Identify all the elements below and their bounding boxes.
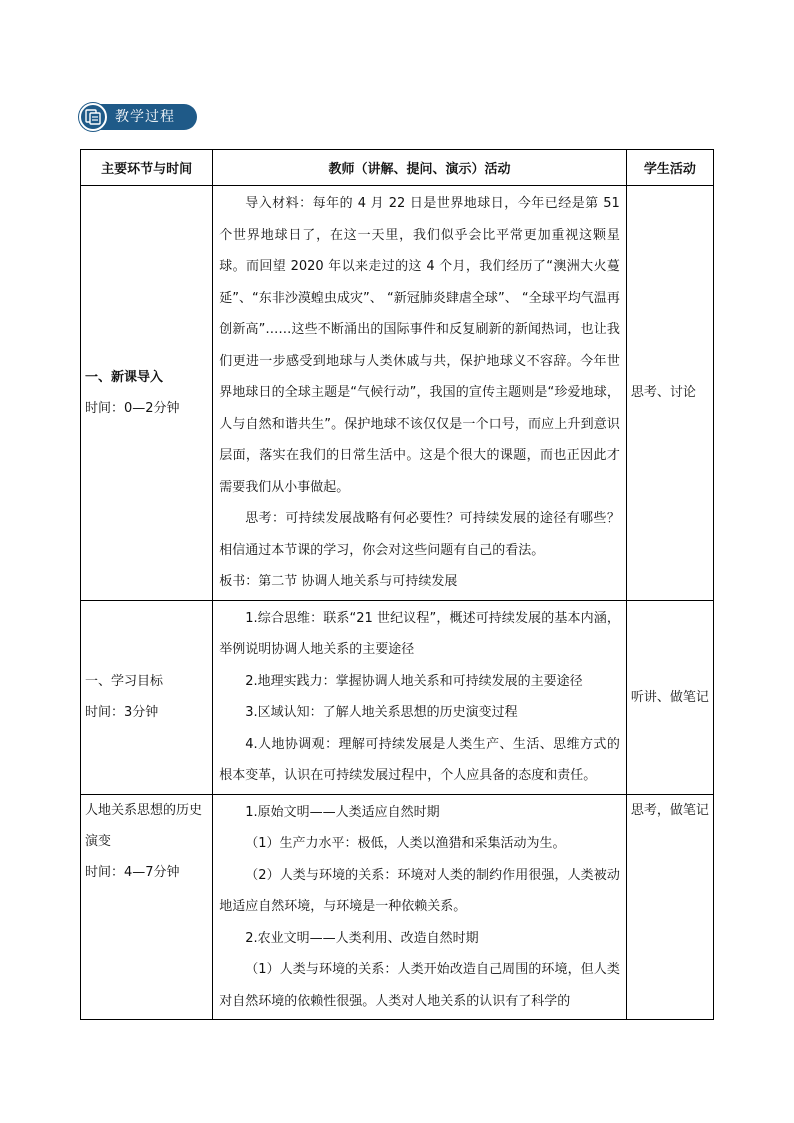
column-header-stage: 主要环节与时间 [81, 150, 213, 186]
teacher-paragraph: （2）人类与环境的关系：环境对人类的制约作用很强，人类被动地适应自然环境，与环境是一种依赖关系。 [219, 867, 620, 914]
teacher-paragraph: 导入材料：每年的 4 月 22 日是世界地球日，今年已经是第 51 个世界地球日了，在这一天里，我们似乎会比平常更加重视这颗星球。而回望 2020 年以来走过的这 4 个月，我们经历了“澳洲大火蔓延”、“东非沙漠蝗虫成灾”、 “新冠肺炎肆虐全球”、 “全球平均气温再创新高”……这些不断涌出的国际事件和反复刷新的新闻热词，也让我们更进一步感受到地球与人类休戚与共，保护地球义不容辞。今年世界地球日的全球主题是“气候行动”，我国的宣传主题则是“珍爱地球，人与自然和谐共生”。保护地球不该仅仅是一个口号，而应上升到意识层面，落实在我们的日常生活中。这是个很大的课题，而也正因此才需要我们从小事做起。 [219, 196, 620, 495]
stage-name: 人地关系思想的历史演变 [85, 802, 203, 849]
column-header-teacher: 教师（讲解、提问、演示）活动 [213, 150, 627, 186]
stage-cell [81, 600, 213, 794]
student-activity-cell: 听讲、做笔记 [626, 600, 713, 794]
table-header-row [81, 150, 714, 186]
teacher-paragraph: 1.原始文明——人类适应自然时期 [245, 804, 440, 820]
teacher-paragraph: 2.地理实践力：掌握协调人地关系和可持续发展的主要途径 [245, 673, 583, 689]
teacher-paragraph: 板书：第二节 协调人地关系与可持续发展 [219, 574, 458, 589]
table-row [81, 600, 714, 794]
stage-cell [81, 794, 213, 1020]
teacher-paragraph: （1）生产力水平：极低，人类以渔猎和采集活动为生。 [245, 836, 566, 851]
teacher-activity-cell [213, 794, 627, 1020]
teacher-paragraph: 2.农业文明——人类利用、改造自然时期 [245, 930, 479, 946]
teacher-activity-cell [213, 600, 627, 794]
stage-time: 时间：4—7分钟 [85, 864, 180, 880]
table-row [81, 794, 714, 1020]
table-row [81, 186, 714, 601]
stage-name: 一、新课导入 [85, 369, 164, 385]
section-header [79, 103, 197, 131]
document-stack-icon [85, 109, 101, 125]
teacher-paragraph: （1）人类与环境的关系：人类开始改造自己周围的环境，但人类对自然环境的依赖性很强。人类对人地关系的认识有了科学的 [219, 962, 620, 1009]
teaching-process-table [80, 149, 714, 1020]
teacher-activity-cell [213, 186, 627, 601]
teacher-paragraph: 1.综合思维：联系“21 世纪议程”，概述可持续发展的基本内涵，举例说明协调人地关系的主要途径 [219, 610, 620, 657]
teacher-paragraph: 3.区域认知：了解人地关系思想的历史演变过程 [245, 705, 518, 720]
teacher-paragraph: 思考：可持续发展战略有何必要性？可持续发展的途径有哪些？相信通过本节课的学习，你会对这些问题有自己的看法。 [219, 511, 620, 558]
stage-time: 时间：0—2分钟 [85, 400, 180, 416]
section-title: 教学过程 [115, 109, 175, 125]
student-activity-cell: 思考，做笔记 [626, 794, 713, 1020]
teacher-paragraph: 4.人地协调观：理解可持续发展是人类生产、生活、思维方式的根本变革，认识在可持续发展过程中，个人应具备的态度和责任。 [219, 736, 620, 783]
stage-name: 一、学习目标 [85, 674, 164, 689]
section-icon-badge [79, 103, 107, 131]
column-header-student: 学生活动 [626, 150, 713, 186]
stage-time: 时间：3分钟 [85, 705, 159, 720]
stage-cell [81, 186, 213, 601]
student-activity-cell: 思考、讨论 [626, 186, 713, 601]
